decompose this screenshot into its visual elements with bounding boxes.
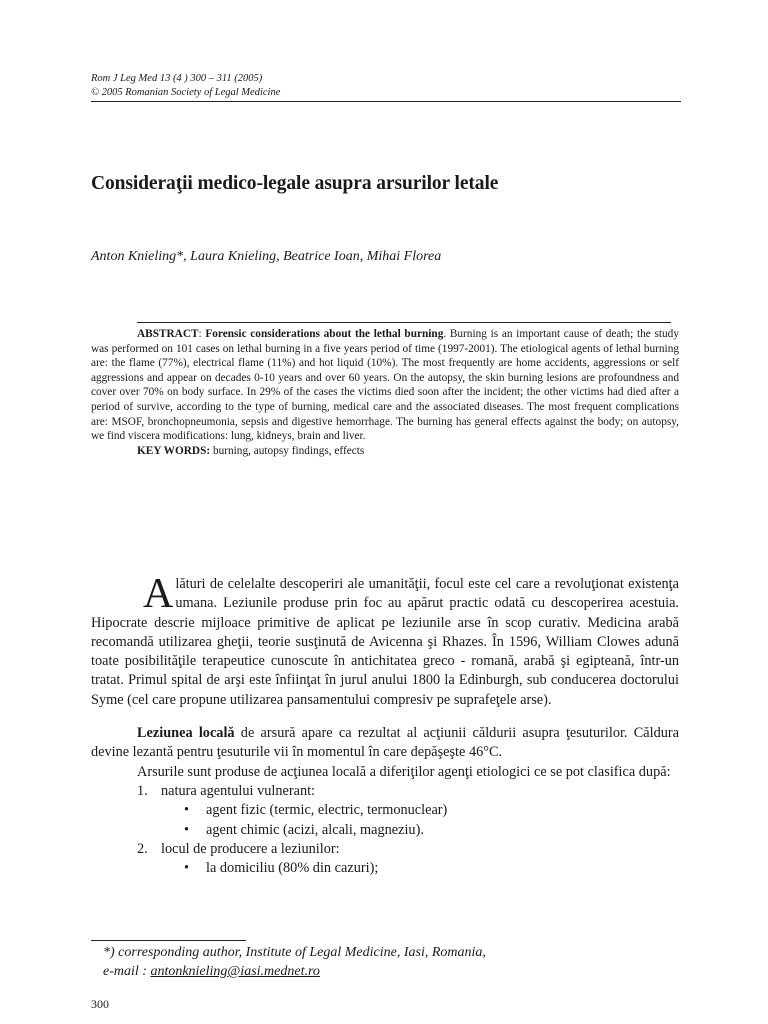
abstract-paragraph xyxy=(91,327,679,444)
bullet-icon: • xyxy=(184,821,190,838)
list-item xyxy=(91,782,679,840)
journal-citation: Rom J Leg Med 13 (4 ) 300 – 311 (2005) xyxy=(91,73,263,84)
paper-authors: Anton Knieling*, Laura Knieling, Beatrice Ioan, Mihai Florea xyxy=(91,249,442,264)
keywords-line xyxy=(91,444,679,459)
abstract-block xyxy=(91,322,679,458)
sub-list-item xyxy=(91,821,679,840)
list-number: 1. xyxy=(137,782,148,799)
body-text xyxy=(91,571,679,878)
paper-title: Consideraţii medico-legale asupra arsurilor letale xyxy=(91,173,499,194)
footnote-affiliation: *) corresponding author, Institute of Legal Medicine, Iasi, Romania, xyxy=(103,945,486,960)
abstract-label: ABSTRACT xyxy=(137,328,199,340)
sub-list-text: la domiciliu (80% din cazuri); xyxy=(206,860,379,877)
intro-paragraph xyxy=(91,571,679,710)
sub-list xyxy=(161,859,679,878)
list-label: natura agentului vulnerant: xyxy=(161,782,316,799)
list-label: locul de producere a leziunilor: xyxy=(161,840,340,857)
footnote-divider xyxy=(91,940,246,941)
bullet-icon: • xyxy=(184,860,190,877)
journal-copyright: © 2005 Romanian Society of Legal Medicine xyxy=(91,87,281,98)
keywords-text: burning, autopsy findings, effects xyxy=(210,444,365,457)
sub-list-text: agent chimic (acizi, alcali, magneziu). xyxy=(206,821,424,838)
footnote xyxy=(103,943,486,981)
list-item xyxy=(91,840,679,879)
local-lesion-term: Leziunea locală xyxy=(137,725,235,742)
journal-header xyxy=(91,72,280,100)
abstract-separator: : xyxy=(198,328,206,340)
page-number: 300 xyxy=(91,997,109,1011)
email-link[interactable]: antonknieling@iasi.mednet.ro xyxy=(150,964,320,979)
sub-list-item xyxy=(91,801,679,820)
sub-list-text: agent fizic (termic, electric, termonuclear) xyxy=(206,802,448,819)
list-number: 2. xyxy=(137,840,148,857)
footnote-email-label: e-mail : xyxy=(103,964,151,979)
bullet-icon: • xyxy=(184,802,190,819)
sub-list-item xyxy=(91,859,679,878)
footnote-email-line xyxy=(103,962,486,981)
drop-cap: A xyxy=(143,571,174,617)
sub-list xyxy=(161,801,679,840)
abstract-subtitle: Forensic considerations about the lethal burning xyxy=(205,328,444,340)
classification-list xyxy=(91,782,679,878)
local-lesion-paragraph xyxy=(91,724,679,763)
local-lesion-text: de arsură apare ca rezultat al acţiunii căldurii asupra ţesuturilor. Căldura devine lezantă pentru ţesuturile vii în momentul în care depăşeşte 46°C. xyxy=(91,725,679,761)
intro-text: lături de celelalte descoperiri ale umanităţii, focul este cel care a revoluţionat existenţa umana. Leziunile produse prin foc au apărut practic odată cu descoperirea acestuia. Hipocrate descrie mijloace primitive de aplicat pe leziunile arse în scop curativ. Medicina arabă recomandă utilizarea gheţii, teorie susţinută de Avicenna şi Rhazes. În 1596, William Clowes adună toate posibilităţile terapeutice cunoscute în antichitatea greco - romană, arabă şi egipteană, într-un tratat. Primul spital de arşi este înfiinţat în jurul anului 1800 la Edinburgh, sub conducerea doctorului Syme (cel care propune utilizarea pansamentului compresiv pe suprafeţele arse). xyxy=(91,576,679,708)
abstract-divider xyxy=(137,322,671,323)
abstract-text: . Burning is an important cause of death; the study was performed on 101 cases on lethal burning in a five years period of time (1997-2001). The etiological agents of lethal burning are: the flame (77%), electrical flame (11%) and hot liquid (10%). The most frequently are home accidents, aggressions or self aggressions and appear on decades 0-10 years and over 60 years. On the autopsy, the skin burning lesions are profoundness and cover over 70% on body surface. In 29% of the cases the victims died soon after the incident; the other victims had died after a period of survive, according to the type of burning, medical care and the associated diseases. The most frequent complications are: MSOF, bronchopneumonia, sepsis and digestive hemorrhage. The burning has general effects against the body; on autopsy, we find viscera modifications: lung, kidneys, brain and liver. xyxy=(91,328,679,443)
classification-paragraph: Arsurile sunt produse de acţiunea locală a diferiţilor agenţi etiologici ce se pot clasifica după: xyxy=(137,763,671,780)
header-divider xyxy=(91,101,681,102)
keywords-label: KEY WORDS: xyxy=(137,444,211,457)
